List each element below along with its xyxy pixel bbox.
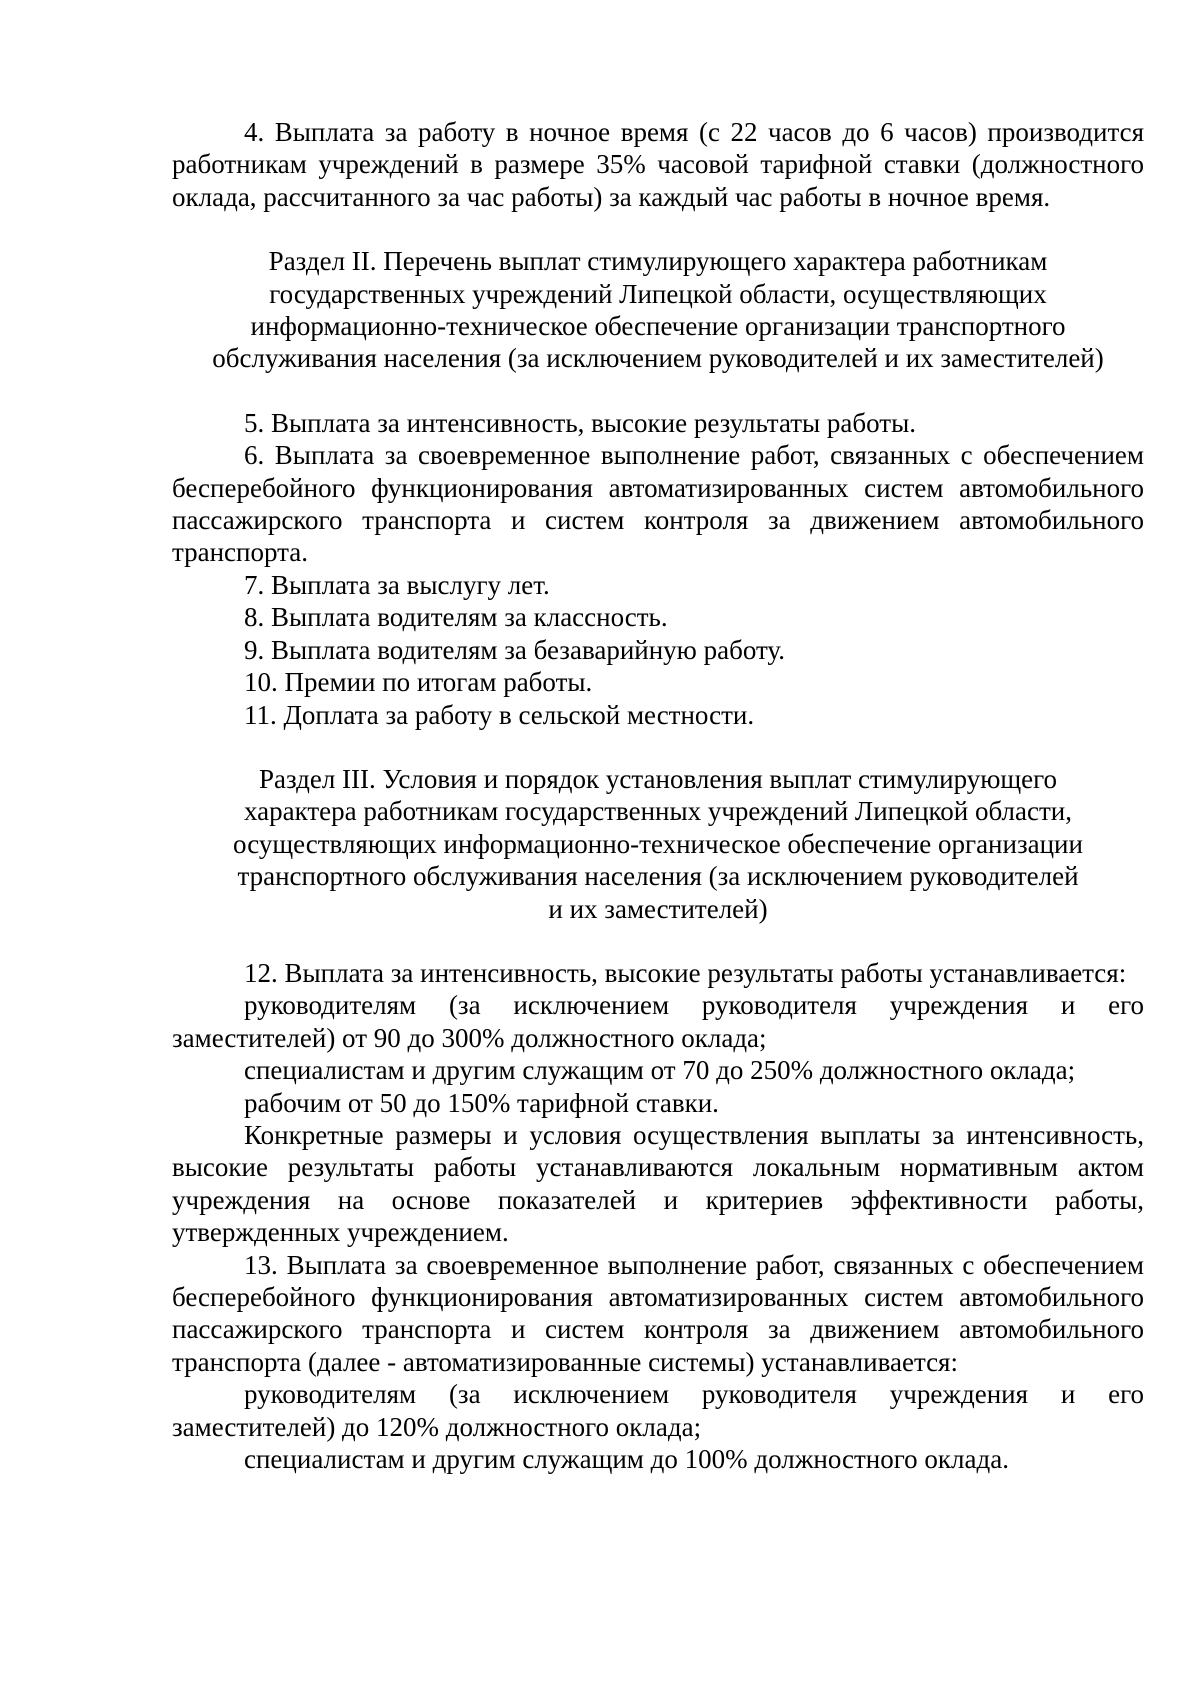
section-3-heading-line: транспортного обслуживания населения (за исключением руководителей	[237, 861, 1079, 892]
paragraph-7: 7. Выплата за выслугу лет.	[244, 569, 550, 600]
paragraph-12-specialists: специалистам и другим служащим от 70 до 250% должностного оклада;	[244, 1055, 1076, 1086]
paragraph-8: 8. Выплата водителям за классность.	[244, 602, 668, 633]
paragraph-6: 6. Выплата за своевременное выполнение работ, связанных с обеспечением бесперебойного функционирования автоматизированных систем автомобильного пассажирского транспорта и систем контроля за движением автомобильного транспорта.	[172, 440, 1144, 568]
spacer	[172, 375, 1144, 407]
paragraph-12-managers: руководителям (за исключением руководителя учреждения и его заместителей) от 90 до 300% должностного оклада;	[172, 990, 1144, 1053]
paragraph-13-specialists: специалистам и другим служащим до 100% должностного оклада.	[244, 1444, 1009, 1475]
section-3-heading-line: осуществляющих информационно-техническое обеспечение организации	[233, 828, 1083, 859]
spacer	[172, 731, 1144, 763]
paragraph-12-workers: рабочим от 50 до 150% тарифной ставки.	[244, 1087, 719, 1118]
paragraph-10: 10. Премии по итогам работы.	[244, 667, 593, 698]
spacer	[172, 925, 1144, 957]
section-2-heading-line: государственных учреждений Липецкой области, осуществляющих	[269, 278, 1047, 309]
paragraph-4: 4. Выплата за работу в ночное время (с 22 часов до 6 часов) производится работникам учреждений в размере 35% часовой тарифной ставки (должностного оклада, рассчитанного за час работы) за каждый час работы в ночное время.	[172, 117, 1144, 212]
section-2-heading-line: Раздел II. Перечень выплат стимулирующего характера работникам	[268, 246, 1048, 277]
section-3-heading-line: и их заместителей)	[548, 893, 768, 924]
paragraph-9: 9. Выплата водителям за безаварийную работу.	[244, 634, 785, 665]
paragraph-5: 5. Выплата за интенсивность, высокие результаты работы.	[244, 407, 916, 438]
paragraph-12-conditions: Конкретные размеры и условия осуществления выплаты за интенсивность, высокие результаты работы устанавливаются локальным нормативным актом учреждения на основе показателей и критериев эффективности работы, утвержденных учреждением.	[172, 1119, 1144, 1248]
paragraph-12: 12. Выплата за интенсивность, высокие результаты работы устанавливается:	[244, 957, 1127, 988]
paragraph-13: 13. Выплата за своевременное выполнение работ, связанных с обеспечением бесперебойного функционирования автоматизированных систем автомобильного пассажирского транспорта и систем контроля за движением автомобильного транспорта (далее - автоматизированные системы) устанавливается:	[172, 1249, 1144, 1377]
section-3-heading-line: характера работникам государственных учреждений Липецкой области,	[244, 796, 1072, 827]
paragraph-11: 11. Доплата за работу в сельской местности.	[244, 699, 755, 730]
section-2-heading	[172, 245, 1144, 375]
section-2-heading-line: информационно-техническое обеспечение организации транспортного	[250, 311, 1066, 342]
document-page	[172, 116, 1144, 1475]
section-3-heading	[172, 763, 1144, 925]
section-2-heading-line: обслуживания населения (за исключением руководителей и их заместителей)	[212, 343, 1104, 374]
spacer	[172, 213, 1144, 245]
section-3-heading-line: Раздел III. Условия и порядок установления выплат стимулирующего	[258, 763, 1058, 794]
paragraph-13-managers: руководителям (за исключением руководителя учреждения и его заместителей) до 120% должностного оклада;	[172, 1379, 1144, 1442]
